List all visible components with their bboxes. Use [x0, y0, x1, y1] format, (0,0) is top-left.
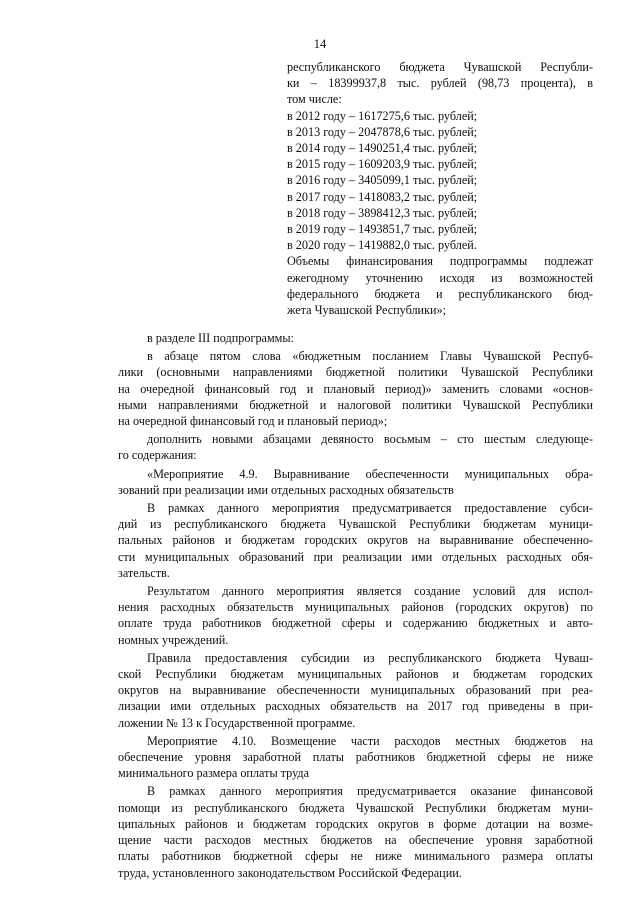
- quote-line: в 2016 году – 3405099,1 тыс. рублей;: [287, 173, 478, 188]
- quote-line: том числе:: [287, 92, 342, 107]
- text-line: платы работников бюджетной сферы не ниже минимального размера оплаты: [118, 849, 593, 864]
- page-number: 14: [313, 37, 327, 51]
- text-line: Мероприятие 4.10. Возмещение части расходов местных бюджетов на: [147, 733, 593, 748]
- quote-line: в 2018 году – 3898412,3 тыс. рублей;: [287, 205, 478, 220]
- quote-line: в 2020 году – 1419882,0 тыс. рублей.: [287, 238, 477, 253]
- text-line: В рамках данного мероприятия предусматривается оказание финансовой: [147, 784, 593, 799]
- paragraph: [118, 650, 593, 731]
- quote-line: Объемы финансирования подпрограммы подлежат: [287, 254, 593, 269]
- paragraph: [118, 348, 593, 429]
- quote-line: в 2019 году – 1493851,7 тыс. рублей;: [287, 222, 478, 237]
- text-line: на очередной финансовый год и плановый период»;: [118, 414, 388, 429]
- quote-line: в 2012 году – 1617275,6 тыс. рублей;: [287, 108, 478, 123]
- text-line: округов на выравнивание обеспеченности муниципальных образований при реа-: [118, 683, 593, 698]
- text-line: в абзаце пятом слова «бюджетным посланием Главы Чувашской Респуб-: [147, 349, 593, 364]
- text-line: го содержания:: [118, 448, 197, 463]
- text-line: минимального размера оплаты труда: [118, 766, 310, 781]
- text-line: зований при реализации ими отдельных расходных обязательств: [118, 482, 454, 497]
- paragraph: [118, 733, 593, 782]
- text-line: ципальных районов и бюджетам городских округов в форме дотации на возме-: [118, 816, 593, 831]
- paragraph: [118, 466, 593, 498]
- quote-line: ки – 18399937,8 тыс. рублей (98,73 процента), в: [287, 76, 593, 91]
- paragraph: [118, 431, 593, 463]
- text-line: пальных районов и бюджетам городских округов на выравнивание обеспеченно-: [118, 533, 593, 548]
- text-line: помощи из республиканского бюджета Чувашской Республики бюджетам муни-: [118, 800, 593, 815]
- text-line: дий из республиканского бюджета Чувашской Республики бюджетам муници-: [118, 517, 593, 532]
- paragraph: [118, 500, 593, 581]
- text-line: на очередной финансовый год и плановый период)» заменить словами «основ-: [118, 381, 593, 396]
- text-line: «Мероприятие 4.9. Выравнивание обеспеченности муниципальных обра-: [147, 466, 593, 481]
- text-line: обеспечение уровня заработной платы работников бюджетной сферы не ниже: [118, 750, 593, 765]
- text-line: в разделе III подпрограммы:: [147, 331, 294, 345]
- paragraph: [118, 583, 593, 648]
- quote-block: [287, 59, 593, 318]
- quote-line: ежегодному уточнению исходя из возможностей: [287, 270, 593, 285]
- body-text: [118, 330, 593, 883]
- quote-line: федерального бюджета и республиканского бюд-: [287, 286, 593, 301]
- text-line: оплате труда работников бюджетной сферы и содержанию бюджетных и авто-: [118, 616, 593, 631]
- text-line: ложении № 13 к Государственной программе.: [118, 715, 356, 730]
- text-line: ской Республики бюджетам муниципальных районов и бюджетам городских: [118, 667, 593, 682]
- quote-line: в 2014 году – 1490251,4 тыс. рублей;: [287, 141, 478, 156]
- quote-line: жета Чувашской Республики»;: [287, 303, 446, 318]
- text-line: Правила предоставления субсидии из республиканского бюджета Чуваш-: [147, 650, 593, 665]
- text-line: номных учреждений.: [118, 632, 229, 647]
- quote-line: в 2013 году – 2047878,6 тыс. рублей;: [287, 124, 478, 139]
- text-line: нения расходных обязательств муниципальных районов (городских округов) по: [118, 600, 593, 615]
- paragraph: [118, 783, 593, 880]
- text-line: труда, установленного законодательством Российской Федерации.: [118, 865, 462, 880]
- text-line: дополнить новыми абзацами девяносто восьмым – сто шестым следующе-: [147, 432, 593, 447]
- text-line: зательств.: [118, 565, 170, 580]
- text-line: Результатом данного мероприятия является создание условий для испол-: [147, 584, 593, 599]
- paragraph: [118, 330, 593, 346]
- text-line: лики (основными направлениями бюджетной политики Чувашской Республики: [118, 365, 593, 380]
- quote-line: в 2017 году – 1418083,2 тыс. рублей;: [287, 189, 478, 204]
- text-line: лизации ими отдельных расходных обязательств на 2017 год приведены в при-: [118, 699, 593, 714]
- text-line: В рамках данного мероприятия предусматривается предоставление субси-: [147, 501, 593, 516]
- text-line: щение части расходов местных бюджетов на обеспечение уровня заработной: [118, 833, 593, 848]
- quote-line: республиканского бюджета Чувашской Республи-: [287, 60, 593, 74]
- text-line: сти муниципальных образований при реализации ими отдельных расходных обя-: [118, 549, 593, 564]
- quote-line: в 2015 году – 1609203,9 тыс. рублей;: [287, 157, 478, 172]
- text-line: ными направлениями бюджетной и налоговой политики Чувашской Республики: [118, 397, 593, 412]
